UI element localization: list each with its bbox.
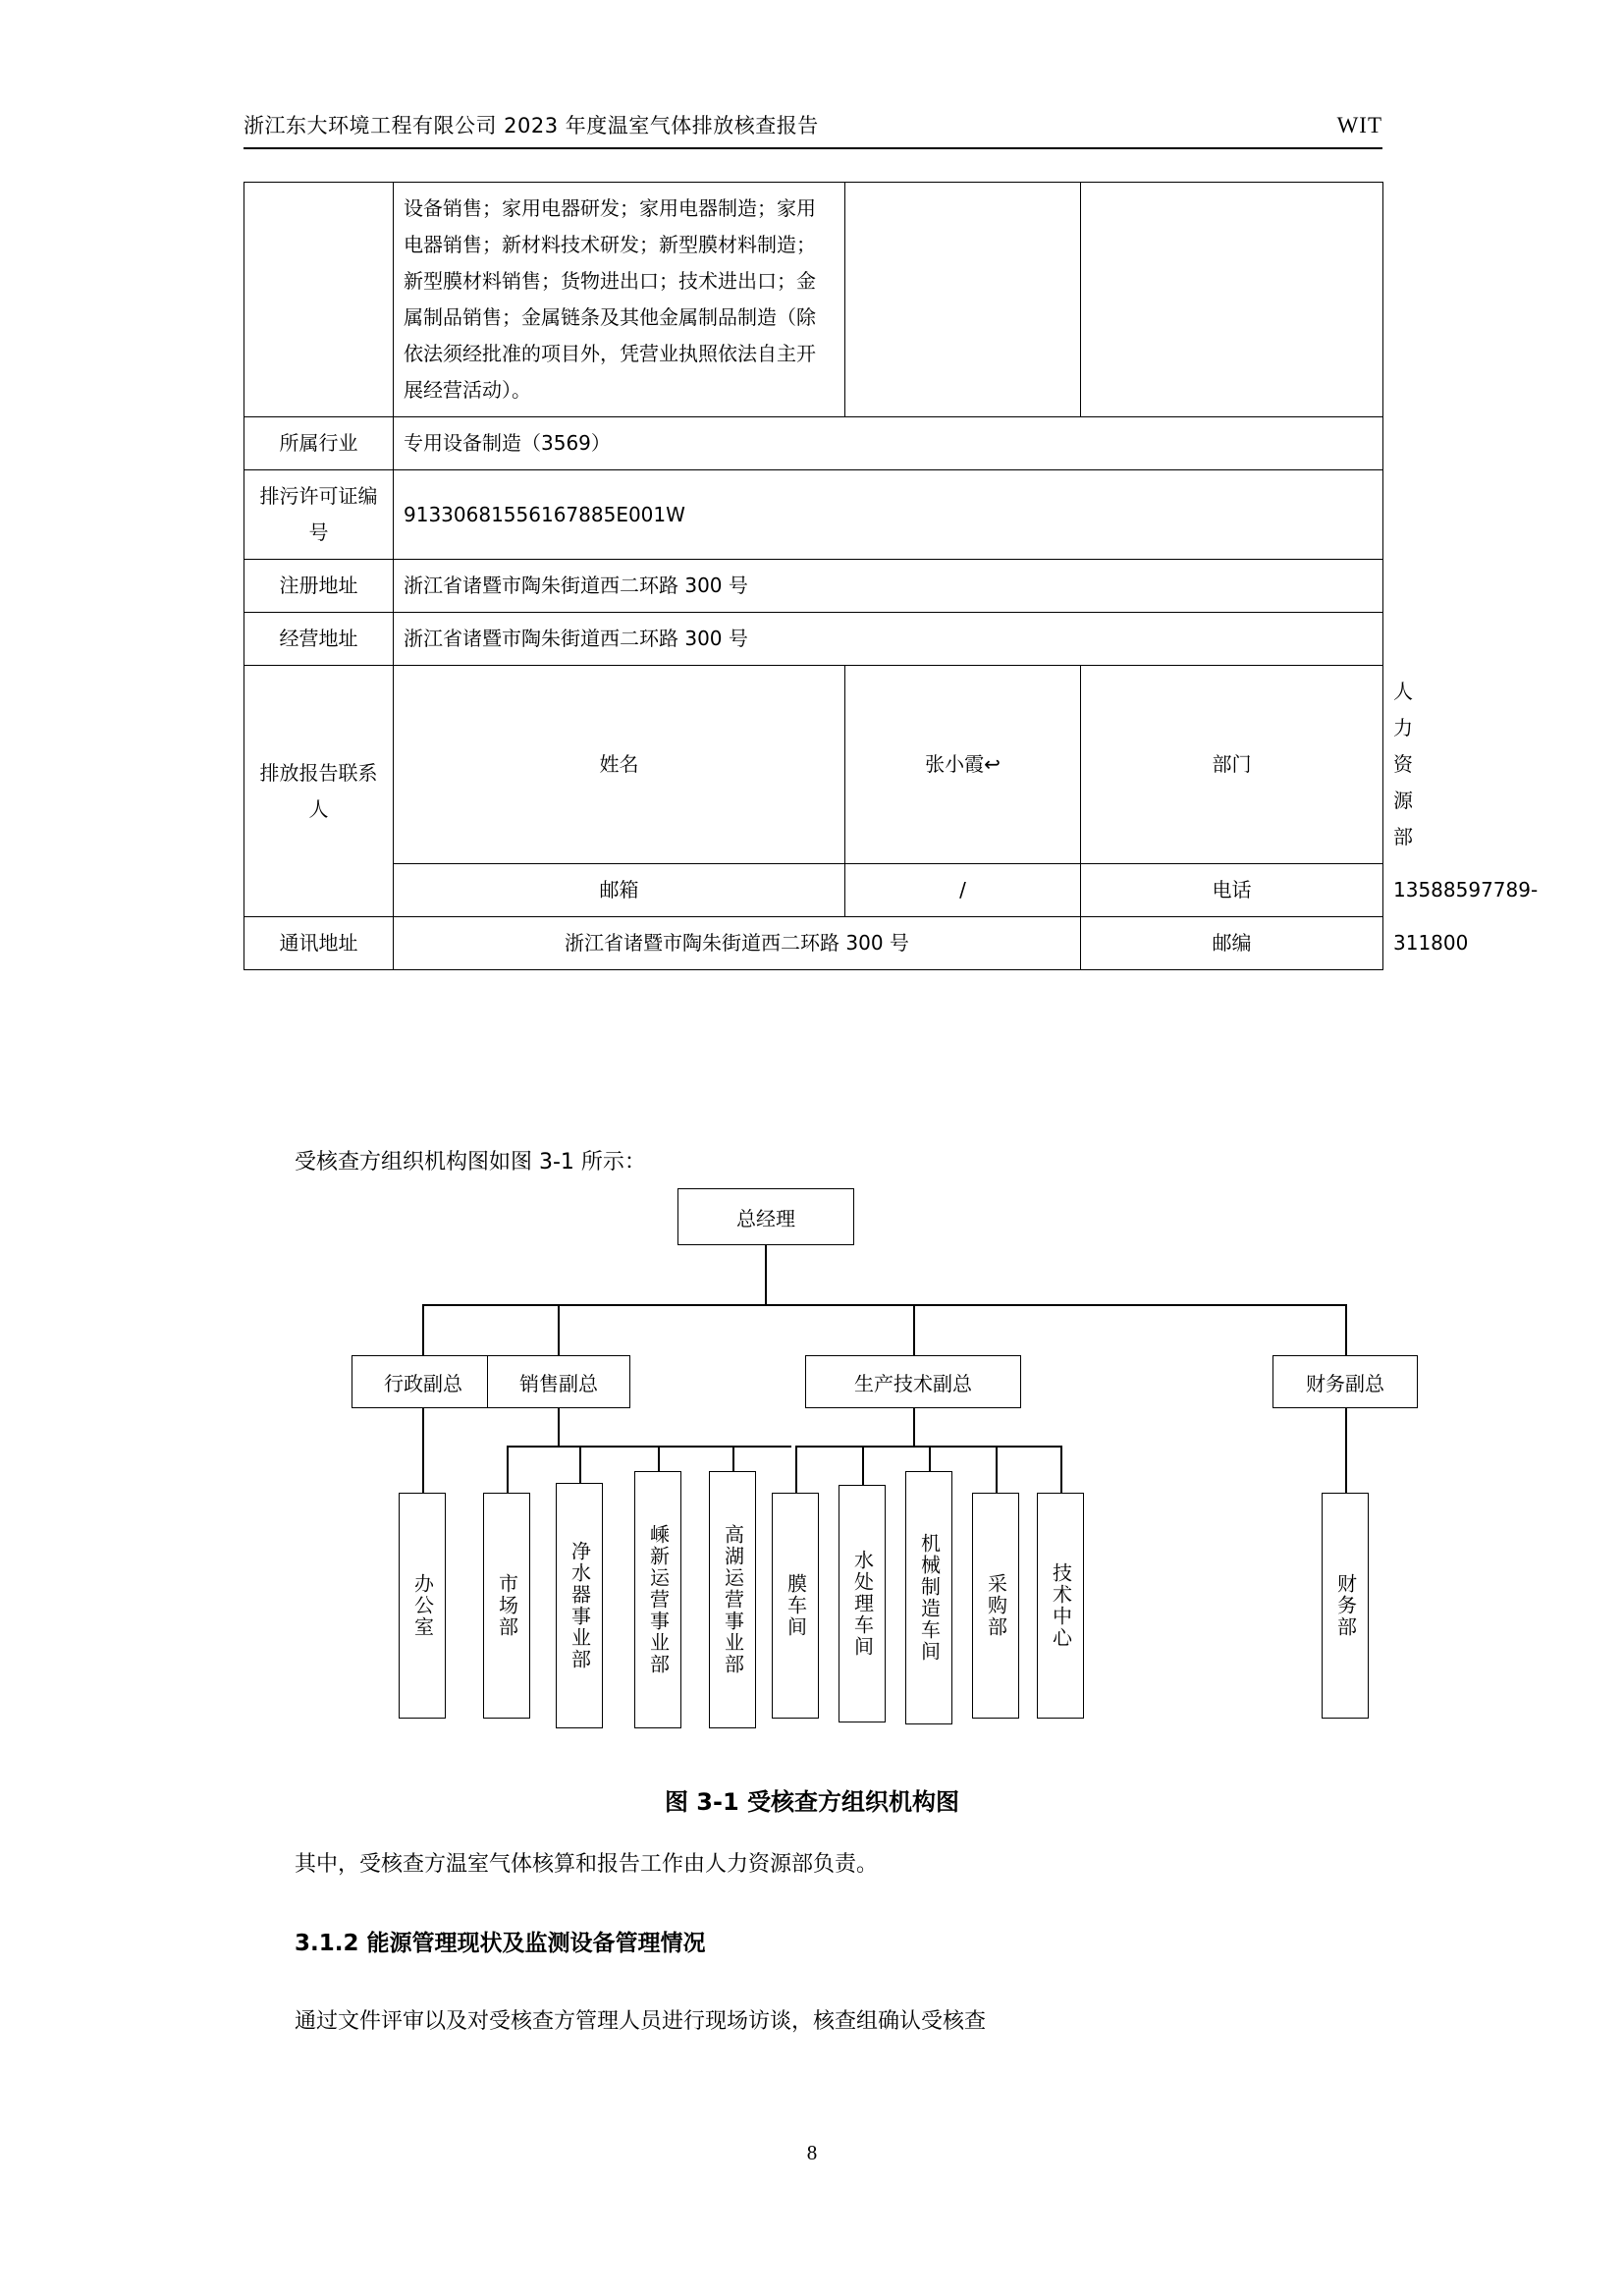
connector-finance-stem — [1345, 1408, 1347, 1493]
body-paragraph: 通过文件评审以及对受核查方管理人员进行现场访谈，核查组确认受核查 — [295, 2009, 987, 2034]
contact-dept-label: 部门 — [1081, 666, 1383, 864]
org-node-finance-dept: 财务部 — [1322, 1493, 1369, 1719]
connector-production-stem — [913, 1408, 915, 1446]
empty-cell-c — [845, 183, 1081, 417]
connector-root-stem — [765, 1245, 767, 1304]
org-node-machinery-manufacturing-workshop: 机械制造车间 — [905, 1471, 952, 1724]
zip-label: 邮编 — [1081, 917, 1383, 970]
org-node-water-purifier-division: 净水器事业部 — [556, 1483, 603, 1728]
business-scope-value: 设备销售；家用电器研发；家用电器制造；家用电器销售；新材料技术研发；新型膜材料制造；新型膜材料销售；货物进出口；技术进出口；金属制品销售；金属链条及其他金属制品制造（除依法须经批准的项目外，凭营业执照依法自主开展经营活动）。 — [394, 183, 845, 417]
contact-name-label: 姓名 — [394, 666, 845, 864]
contact-email-value: / — [845, 864, 1081, 917]
row-label-registered-address: 注册地址 — [244, 560, 394, 613]
row-label — [244, 183, 394, 417]
org-node-admin-vp: 行政副总 — [352, 1355, 495, 1408]
table-row: 邮箱 / 电话 13588597789- — [244, 864, 1383, 917]
table-row — [244, 560, 1383, 613]
connector-sales-drop-3 — [658, 1446, 660, 1471]
connector-drop-admin — [422, 1304, 424, 1355]
table-row — [244, 470, 1383, 560]
header-logo-text: WIT — [1336, 113, 1382, 137]
section-heading: 3.1.2 能源管理现状及监测设备管理情况 — [295, 1931, 706, 1956]
org-node-membrane-workshop: 膜车间 — [772, 1493, 819, 1719]
empty-cell-d — [1081, 183, 1383, 417]
org-node-water-treatment-workshop: 水处理车间 — [839, 1485, 886, 1722]
contact-name-value: 张小霞↩ — [845, 666, 1081, 864]
org-node-root: 总经理 — [677, 1188, 854, 1245]
mailing-address-label: 通讯地址 — [244, 917, 394, 970]
org-node-gaohu-operation-division: 高湖运营事业部 — [709, 1471, 756, 1728]
permit-number-value: 91330681556167885E001W — [394, 470, 1383, 560]
org-node-finance-vp: 财务副总 — [1272, 1355, 1418, 1408]
connector-sales-stem — [558, 1408, 560, 1446]
page-number: 8 — [806, 2141, 818, 2164]
table-row — [244, 183, 1383, 417]
row-label-industry: 所属行业 — [244, 417, 394, 470]
mailing-address-value: 浙江省诸暨市陶朱街道西二环路 300 号 — [394, 917, 1081, 970]
connector-prod-drop-2 — [862, 1446, 864, 1485]
industry-value: 专用设备制造（3569） — [394, 417, 1383, 470]
connector-prod-drop-1 — [795, 1446, 797, 1493]
connector-drop-finance — [1345, 1304, 1347, 1355]
org-node-technology-center: 技术中心 — [1037, 1493, 1084, 1719]
contact-email-label: 邮箱 — [394, 864, 845, 917]
org-node-sales-vp: 销售副总 — [487, 1355, 630, 1408]
connector-main-bus — [422, 1304, 1345, 1306]
org-node-purchasing-dept: 采购部 — [972, 1493, 1019, 1719]
note-paragraph: 其中，受核查方温室气体核算和报告工作由人力资源部负责。 — [295, 1852, 879, 1877]
table-row: 通讯地址 浙江省诸暨市陶朱街道西二环路 300 号 邮编 311800 — [244, 917, 1383, 970]
orgchart-intro-paragraph: 受核查方组织机构图如图 3-1 所示： — [295, 1150, 646, 1175]
connector-sales-bus — [507, 1446, 791, 1448]
contact-person-label: 排放报告联系人 — [244, 666, 394, 917]
header-divider — [244, 147, 1382, 149]
row-label-permit: 排污许可证编号 — [244, 470, 394, 560]
contact-phone-label: 电话 — [1081, 864, 1383, 917]
connector-production-bus — [795, 1446, 1060, 1448]
table-row — [244, 613, 1383, 666]
table-row — [244, 417, 1383, 470]
connector-admin-stem — [422, 1408, 424, 1493]
org-node-production-vp: 生产技术副总 — [805, 1355, 1021, 1408]
connector-prod-drop-4 — [996, 1446, 998, 1493]
business-address-value: 浙江省诸暨市陶朱街道西二环路 300 号 — [394, 613, 1383, 666]
table-row: 排放报告联系人 姓名 张小霞↩ 部门 人力资源部 — [244, 666, 1383, 864]
registered-address-value: 浙江省诸暨市陶朱街道西二环路 300 号 — [394, 560, 1383, 613]
row-label-business-address: 经营地址 — [244, 613, 394, 666]
connector-sales-drop-1 — [507, 1446, 509, 1493]
page-header — [244, 110, 1382, 139]
org-node-office: 办公室 — [399, 1493, 446, 1719]
company-info-table — [244, 182, 1539, 970]
org-node-market-dept: 市场部 — [483, 1493, 530, 1719]
figure-caption: 图 3-1 受核查方组织机构图 — [664, 1788, 960, 1816]
connector-sales-drop-2 — [579, 1446, 581, 1483]
connector-prod-drop-5 — [1060, 1446, 1062, 1493]
connector-drop-sales — [558, 1304, 560, 1355]
org-node-shengxin-operation-division: 嵊新运营事业部 — [634, 1471, 681, 1728]
connector-drop-production — [913, 1304, 915, 1355]
organization-chart — [226, 1188, 1404, 1777]
connector-prod-drop-3 — [929, 1446, 931, 1471]
header-title: 浙江东大环境工程有限公司 2023 年度温室气体排放核查报告 — [244, 114, 819, 137]
connector-sales-drop-4 — [732, 1446, 734, 1471]
